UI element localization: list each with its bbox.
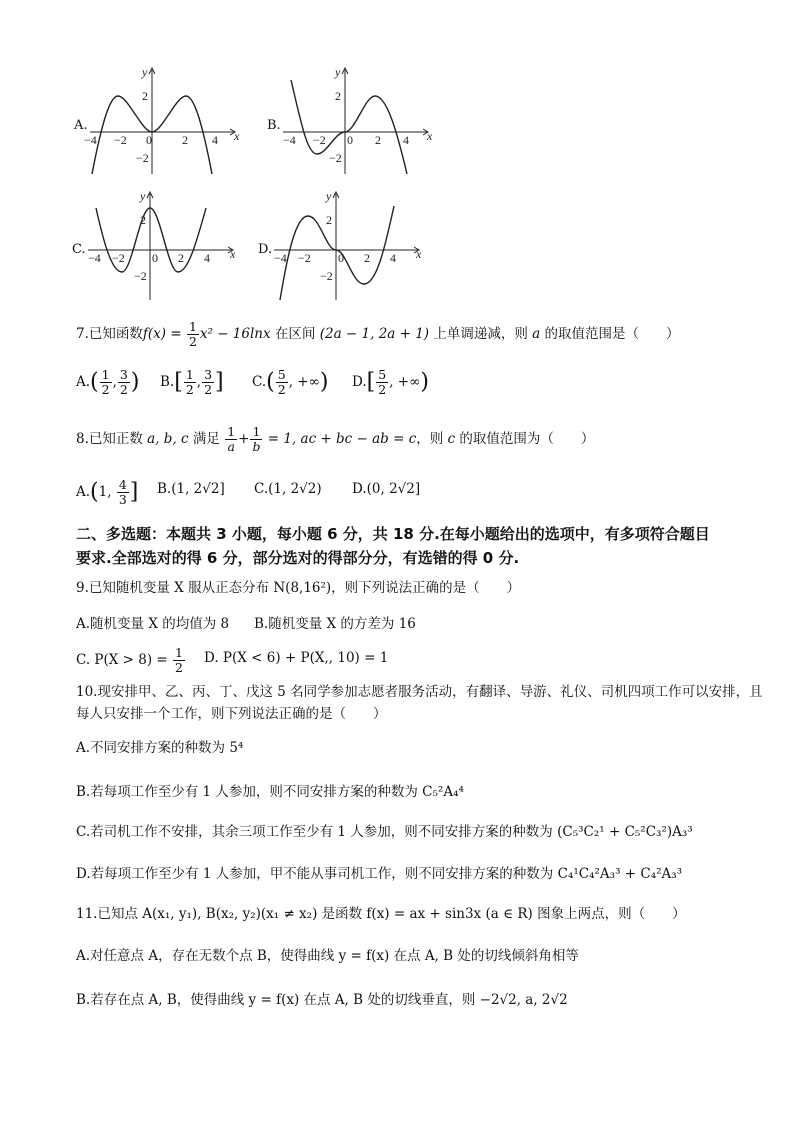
svg-text:−2: −2 — [329, 151, 342, 165]
svg-text:x: x — [230, 247, 236, 261]
q7-option-d[interactable]: D.[ $\frac{5}{2}$ , +∞) — [352, 367, 429, 397]
q8-option-c[interactable]: C.(1, 2√2) — [254, 481, 322, 497]
svg-text:−2: −2 — [114, 133, 127, 147]
q10-stem-line2: 每人只安排一个工作，则下列说法正确的是（ ） — [76, 706, 387, 722]
graph-c-label: C. — [72, 242, 86, 257]
svg-text:y: y — [335, 65, 341, 79]
svg-text:y: y — [142, 65, 148, 79]
q9-option-a[interactable]: A.随机变量 X 的均值为 8 — [76, 616, 230, 632]
svg-text:4: 4 — [390, 251, 396, 265]
svg-text:y: y — [140, 189, 146, 203]
q10-option-a[interactable]: A.不同安排方案的种数为 5⁴ — [76, 740, 244, 756]
section2-heading-line2: 要求.全部选对的得 6 分，部分选对的得部分分，有选错的得 0 分. — [76, 549, 520, 567]
q8-option-d[interactable]: D.(0, 2√2] — [352, 481, 421, 497]
q8-option-b[interactable]: B.(1, 2√2] — [157, 481, 225, 497]
svg-text:0: 0 — [146, 133, 152, 147]
q11-stem: 11.已知点 A(x₁, y₁), B(x₂, y₂)(x₁ ≠ x₂) 是函数 f(x) = ax + sin3x (a ∈ R) 图象上两点，则（ ） — [76, 906, 686, 922]
q11-option-b[interactable]: B.若存在点 A, B，使得曲线 y = f(x) 在点 A, B 处的切线垂直，则 −2√2, a, 2√2 — [76, 992, 568, 1008]
svg-text:2: 2 — [326, 213, 332, 227]
svg-text:0: 0 — [347, 133, 353, 147]
svg-text:0: 0 — [152, 251, 158, 265]
svg-text:−2: −2 — [112, 251, 125, 265]
q9-option-c[interactable]: C. P(X > 8) = $\frac{1}{2}$ — [76, 645, 183, 675]
svg-text:2: 2 — [375, 133, 381, 147]
q10-stem-line1: 10.现安排甲、乙、丙、丁、戊这 5 名同学参加志愿者服务活动，有翻译、导游、礼仪、司机四项工作可以安排，且 — [76, 684, 763, 700]
svg-text:0: 0 — [338, 251, 344, 265]
svg-text:−2: −2 — [134, 269, 147, 283]
svg-text:2: 2 — [178, 251, 184, 265]
svg-text:2: 2 — [335, 89, 341, 103]
section2-heading-line1: 二、多选题：本题共 3 小题，每小题 6 分，共 18 分.在每小题给出的选项中，有多项符合题目 — [76, 525, 710, 543]
svg-text:−4: −4 — [88, 251, 101, 265]
q10-option-c[interactable]: C.若司机工作不安排，其余三项工作至少有 1 人参加，则不同安排方案的种数为 (C₅³C₂¹ + C₅²C₃²)A₃³ — [76, 824, 693, 840]
svg-text:−4: −4 — [84, 133, 97, 147]
svg-text:x: x — [416, 247, 422, 261]
q10-option-b[interactable]: B.若每项工作至少有 1 人参加，则不同安排方案的种数为 C₅²A₄⁴ — [76, 784, 464, 800]
graph-d-label: D. — [258, 242, 273, 257]
svg-text:4: 4 — [212, 133, 218, 147]
graph-a-label: A. — [74, 118, 88, 133]
svg-text:x: x — [427, 129, 433, 143]
svg-text:2: 2 — [140, 213, 146, 227]
svg-text:−2: −2 — [313, 133, 326, 147]
q7-option-b[interactable]: B.[ $\frac{1}{2}$ , $\frac{3}{2}$ ] — [160, 367, 224, 397]
svg-text:−2: −2 — [320, 269, 333, 283]
svg-text:2: 2 — [364, 251, 370, 265]
q8-option-a[interactable]: A.(1, $\frac{4}{3}$ ] — [76, 477, 139, 507]
svg-text:y: y — [326, 189, 332, 203]
graph-d — [268, 188, 428, 303]
svg-text:4: 4 — [403, 133, 409, 147]
graph-c — [82, 188, 242, 303]
q7-stem: 7.已知函数f(x) = $\frac{1}{2}$ x² − 16lnx 在区间 (2a − 1, 2a + 1) 上单调递减，则 a 的取值范围是（ ） — [76, 319, 680, 349]
svg-text:2: 2 — [182, 133, 188, 147]
svg-text:x: x — [234, 129, 240, 143]
graph-b-label: B. — [267, 118, 281, 133]
q11-option-a[interactable]: A.对任意点 A，存在无数个点 B，使得曲线 y = f(x) 在点 A, B 处的切线倾斜角相等 — [76, 948, 579, 964]
q10-option-d[interactable]: D.若每项工作至少有 1 人参加，甲不能从事司机工作，则不同安排方案的种数为 C₄¹C₄²A₃³ + C₄²A₃³ — [76, 866, 683, 882]
graph-b — [277, 62, 437, 177]
q9-option-d[interactable]: D. P(X < 6) + P(X,, 10) = 1 — [204, 650, 389, 666]
q9-stem: 9.已知随机变量 X 服从正态分布 N(8,16²)，则下列说法正确的是（ ） — [76, 580, 521, 596]
q7-option-a[interactable]: A.( $\frac{1}{2}$ , $\frac{3}{2}$ ) — [76, 367, 140, 397]
q8-stem: 8.已知正数 a, b, c 满足 $\frac{1}{a}$ + $\frac{1}{b}$ = 1, ac + bc − ab = c，则 c 的取值范围为（ ） — [76, 424, 595, 454]
q7-option-c[interactable]: C.( $\frac{5}{2}$ , +∞) — [252, 367, 329, 397]
svg-text:4: 4 — [204, 251, 210, 265]
svg-text:−2: −2 — [298, 251, 311, 265]
svg-text:−4: −4 — [274, 251, 287, 265]
svg-text:−4: −4 — [283, 133, 296, 147]
q9-option-b[interactable]: B.随机变量 X 的方差为 16 — [254, 616, 416, 632]
svg-text:−2: −2 — [136, 151, 149, 165]
graph-a — [84, 62, 244, 177]
svg-text:2: 2 — [142, 89, 148, 103]
